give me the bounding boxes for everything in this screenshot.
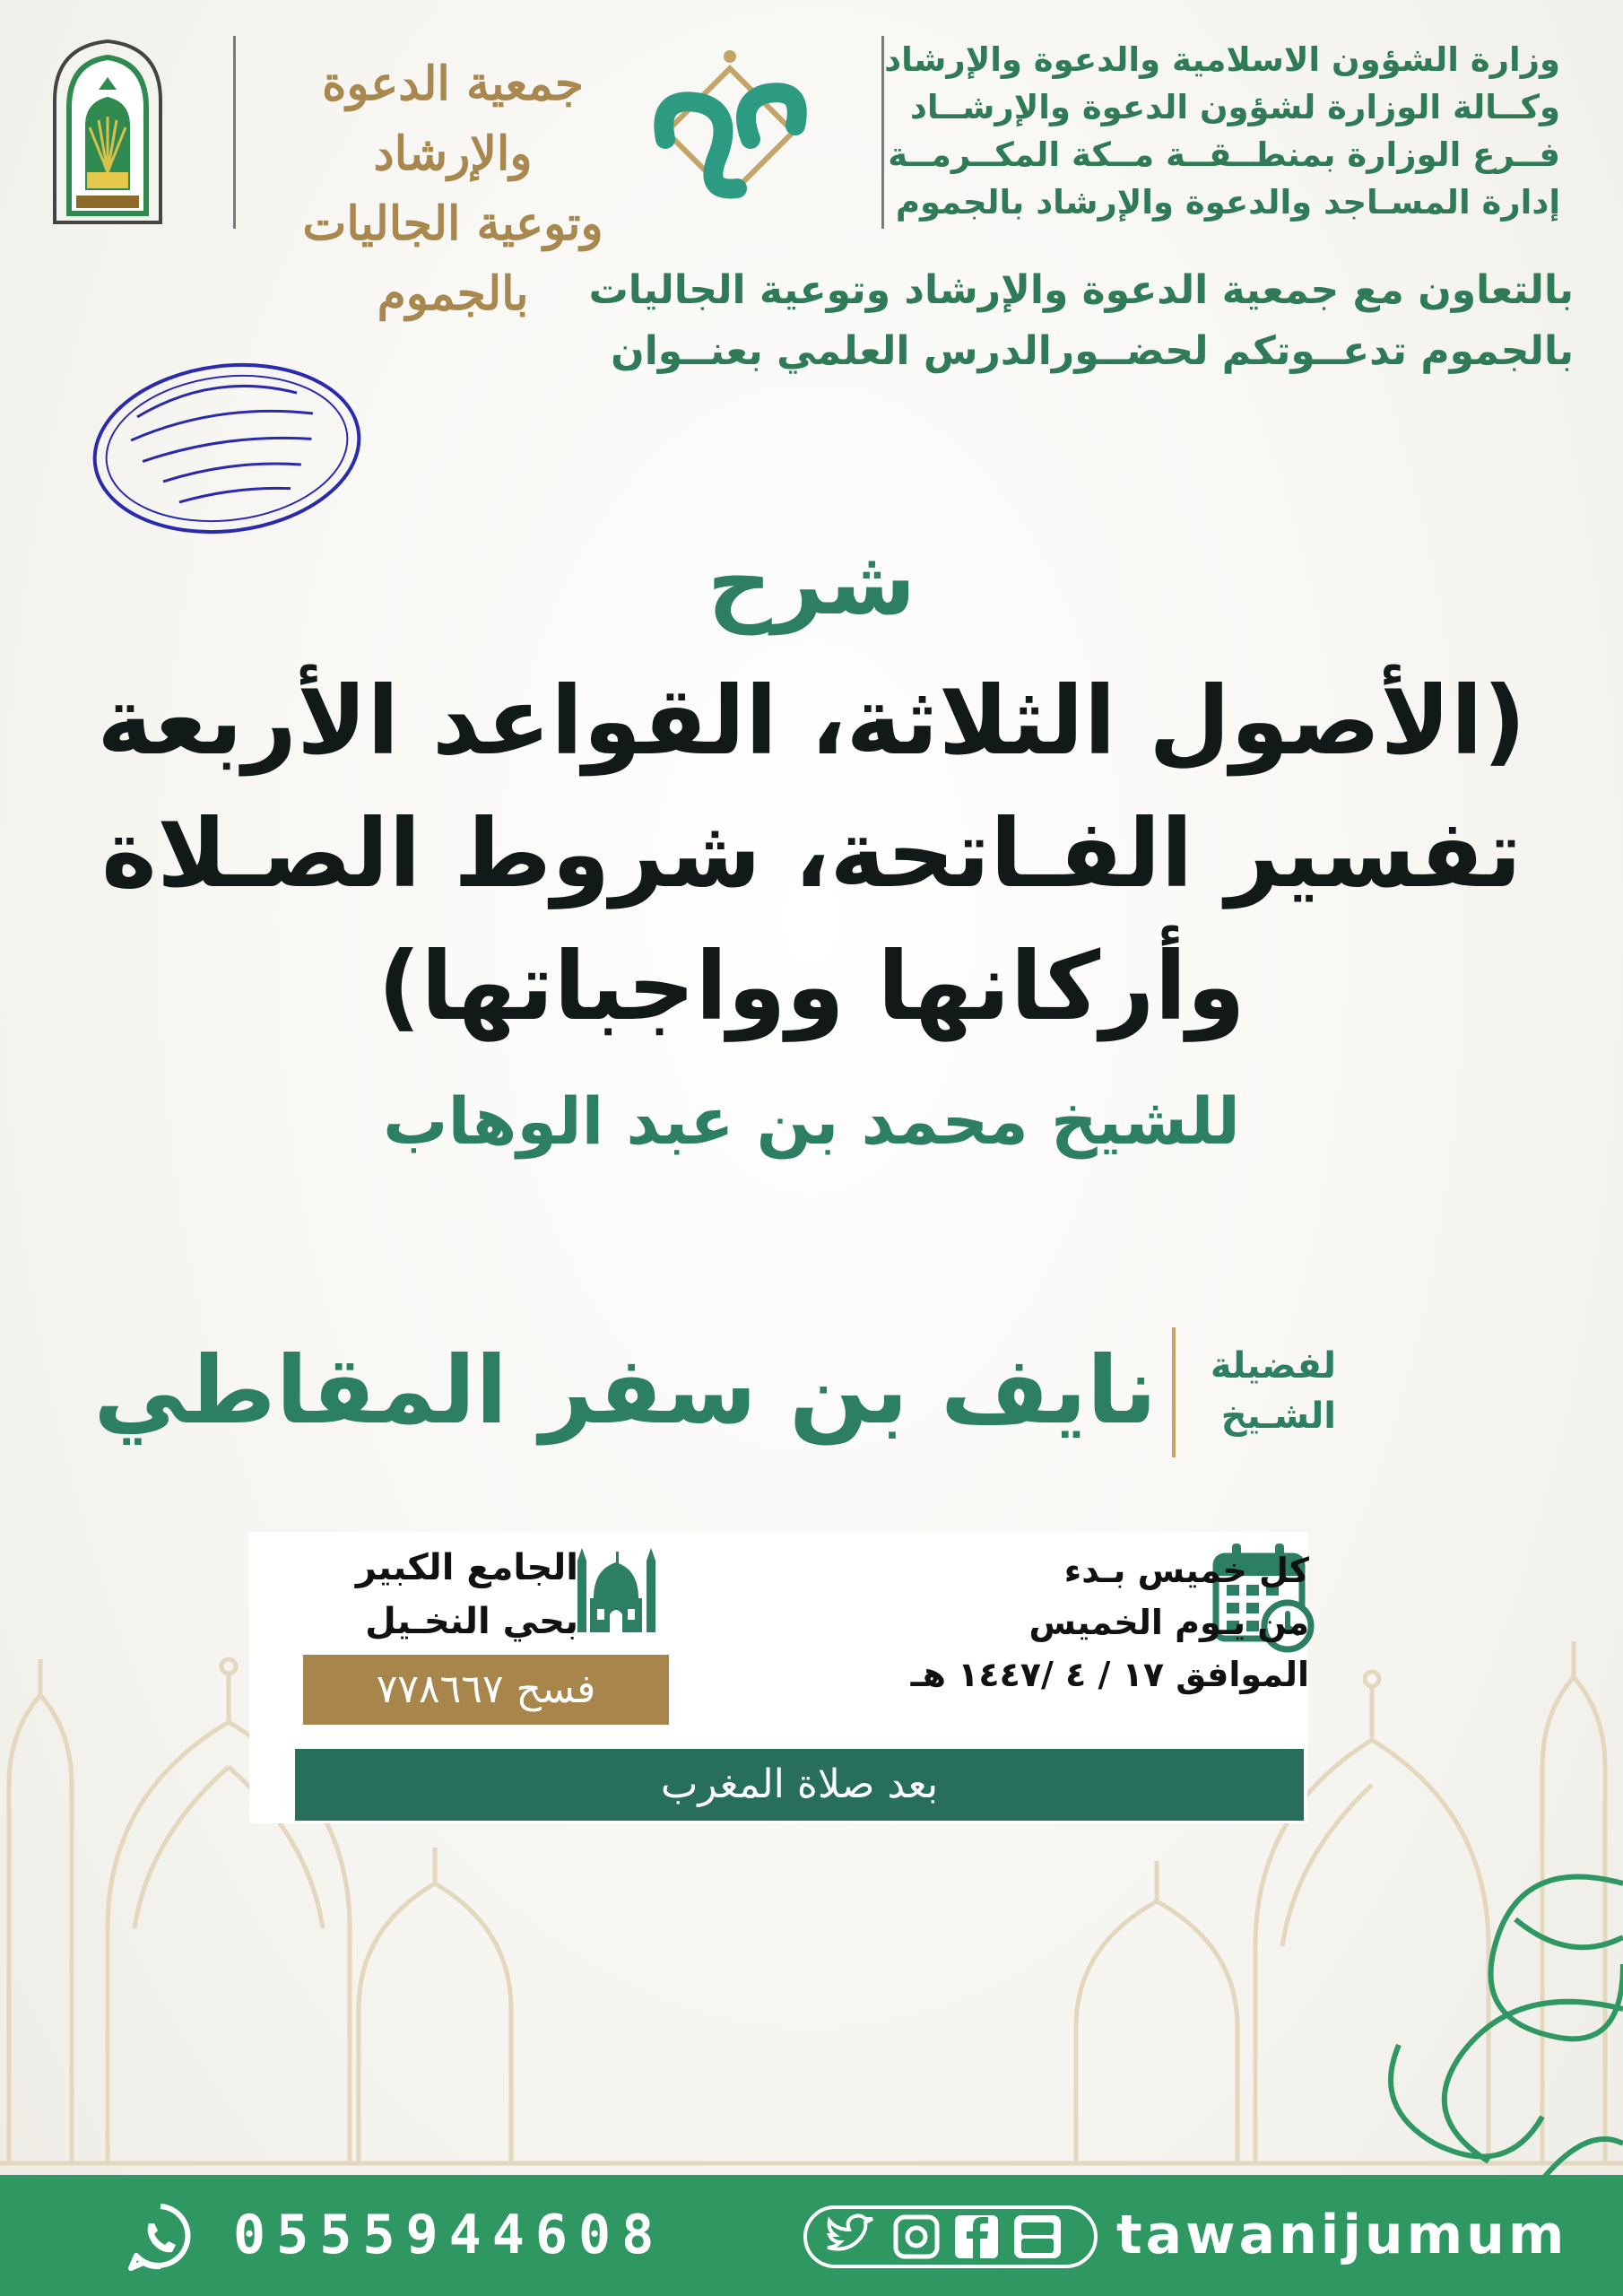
instagram-icon[interactable] — [896, 2217, 937, 2257]
schedule-line-3: الموافق ١٧ / ٤ /١٤٤٧ هـ — [910, 1655, 1309, 1694]
title-line-1: (الأصول الثلاثة، القواعد الأربعة — [97, 666, 1526, 776]
social-handle[interactable]: tawanijumum — [1116, 2204, 1568, 2266]
facebook-icon[interactable] — [955, 2215, 998, 2258]
location-line-1: الجامع الكبير — [355, 1547, 578, 1588]
cooperation-line-1: بالتعاون مع جمعية الدعوة والإرشاد وتوعية الجاليات — [588, 267, 1574, 313]
ministry-line-1: وزارة الشؤون الاسلامية والدعوة والإرشاد — [884, 40, 1560, 79]
cooperation-text — [318, 260, 1574, 382]
sheikh-prefix-line-1: لفضيلة — [1210, 1345, 1336, 1387]
mosque-icon — [574, 1543, 659, 1637]
ministry-line-2: وكــالة الوزارة لشؤون الدعوة والإرشــاد — [909, 88, 1560, 126]
ministry-emblem-logo — [49, 38, 166, 228]
sheikh-prefix — [1202, 1341, 1336, 1441]
association-logo-line-2: وتوعية الجاليات بالجموم — [302, 196, 603, 321]
social-icons — [803, 2205, 1098, 2269]
ministry-line-4: إدارة المسـاجد والدعوة والإرشاد بالجموم — [895, 183, 1560, 222]
sheikh-name: نايف بن سفر المقاطي — [93, 1335, 1157, 1445]
ministry-header-text — [884, 36, 1560, 226]
association-logo-line-1: جمعية الدعوة والإرشاد — [322, 57, 584, 181]
phone-number[interactable]: 0555944608 — [233, 2204, 665, 2266]
title-line-3: وأركانها وواجباتها) — [378, 932, 1245, 1041]
location-text — [318, 1541, 578, 1648]
title-line-2: تفسير الفـاتحة، شروط الصـلاة — [100, 799, 1523, 909]
whatsapp-icon[interactable] — [126, 2202, 195, 2272]
schedule-line-2: من يـوم الخميس — [1028, 1603, 1309, 1642]
schedule-line-1: كل خميس بـدء — [1063, 1551, 1309, 1590]
title-author: للشيخ محمد بن عبد الوهاب — [383, 1083, 1240, 1159]
ministry-line-3: فــرع الوزارة بمنطــقــة مــكة المكــرمــة — [888, 135, 1560, 174]
cooperation-line-2: بالجموم تدعــوتكم لحضــورالدرس العلمي بعنــوان — [611, 328, 1574, 374]
youtube-icon[interactable] — [1014, 2215, 1061, 2258]
location-code-badge: فسح ٧٧٨٦٦٧ — [303, 1655, 669, 1725]
prayer-time-bar: بعد صلاة المغرب — [295, 1749, 1304, 1821]
title-sharh: شرح — [707, 530, 916, 635]
header-divider-left — [233, 36, 236, 229]
sheikh-divider — [1172, 1327, 1176, 1457]
twitter-icon[interactable] — [828, 2215, 872, 2248]
association-mark-logo — [638, 40, 822, 224]
location-line-2: بحي النخـيل — [365, 1601, 578, 1642]
official-stamp — [88, 352, 366, 545]
schedule-text — [843, 1544, 1309, 1700]
ornament-decoration — [1363, 1803, 1623, 2179]
title-main — [90, 655, 1533, 1053]
sheikh-prefix-line-2: الشـيخ — [1220, 1396, 1336, 1437]
